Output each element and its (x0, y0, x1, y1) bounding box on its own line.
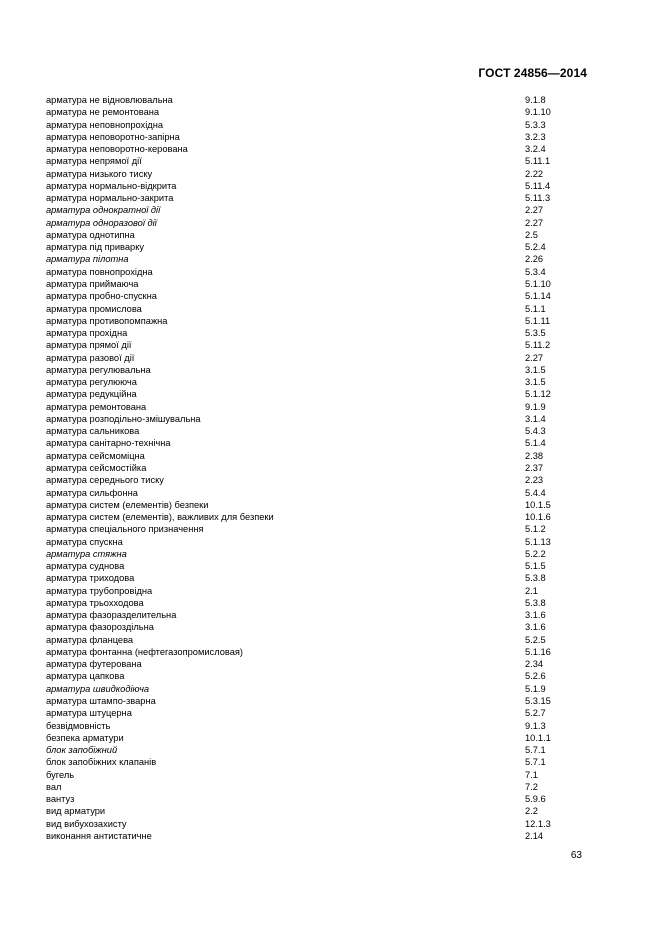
index-entry (46, 793, 586, 805)
index-entry (46, 548, 586, 560)
index-entry (46, 204, 586, 216)
index-entry (46, 388, 586, 400)
index-entry (46, 756, 586, 768)
entry-term: вантуз (46, 794, 75, 805)
index-entry (46, 720, 586, 732)
index-entry (46, 119, 586, 131)
entry-ref: 5.1.13 (525, 536, 551, 547)
entry-term: блок запобіжний (46, 745, 118, 756)
entry-ref: 5.3.15 (525, 696, 551, 707)
index-entry (46, 303, 586, 315)
entry-term: арматура трубопровідна (46, 585, 153, 596)
entry-term: арматура регулююча (46, 377, 137, 388)
entry-term: вал (46, 781, 62, 792)
index-entry (46, 94, 586, 106)
index-entry (46, 352, 586, 364)
index-entry (46, 217, 586, 229)
entry-term: арматура фазороздільна (46, 622, 154, 633)
entry-term: арматура триходова (46, 573, 135, 584)
entry-term: арматура фонтанна (нефтегазопромисловая) (46, 646, 244, 657)
index-entry (46, 585, 586, 597)
entry-ref: 9.1.9 (525, 401, 546, 412)
entry-term: арматура не ремонтована (46, 107, 160, 118)
index-entry (46, 658, 586, 670)
entry-term: арматура штампо-зварна (46, 696, 156, 707)
entry-term: арматура однократної дії (46, 205, 161, 216)
entry-ref: 5.2.6 (525, 671, 546, 682)
entry-ref: 10.1.1 (525, 732, 551, 743)
entry-ref: 5.1.4 (525, 438, 546, 449)
entry-ref: 5.2.7 (525, 708, 546, 719)
index-list (46, 94, 586, 842)
entry-ref: 5.1.10 (525, 278, 551, 289)
entry-term: арматура повнопрохідна (46, 266, 153, 277)
entry-ref: 2.23 (525, 475, 544, 486)
entry-term: арматура сейсмоміцна (46, 450, 145, 461)
entry-ref: 2.37 (525, 462, 544, 473)
entry-term: арматура швидкодіюча (46, 683, 150, 694)
index-entry (46, 597, 586, 609)
entry-term: арматура суднова (46, 561, 125, 572)
entry-ref: 2.27 (525, 217, 544, 228)
index-entry (46, 450, 586, 462)
index-entry (46, 376, 586, 388)
entry-ref: 10.1.5 (525, 499, 551, 510)
index-entry (46, 572, 586, 584)
entry-ref: 2.26 (525, 254, 544, 265)
index-entry (46, 180, 586, 192)
entry-term: арматура пробно-спускна (46, 291, 157, 302)
entry-term: блок запобіжних клапанів (46, 757, 157, 768)
entry-ref: 2.38 (525, 450, 544, 461)
index-entry (46, 241, 586, 253)
index-entry (46, 634, 586, 646)
entry-ref: 5.4.3 (525, 426, 546, 437)
entry-ref: 5.4.4 (525, 487, 546, 498)
index-entry (46, 646, 586, 658)
entry-ref: 3.1.5 (525, 377, 546, 388)
entry-ref: 5.1.2 (525, 524, 546, 535)
index-entry (46, 192, 586, 204)
entry-ref: 2.14 (525, 830, 544, 841)
entry-term: арматура нормально-закрита (46, 193, 174, 204)
entry-ref: 5.1.5 (525, 561, 546, 572)
entry-term: арматура під приварку (46, 242, 145, 253)
index-entry (46, 327, 586, 339)
index-entry (46, 437, 586, 449)
entry-term: арматура неповоротно-керована (46, 144, 188, 155)
entry-term: арматура сейсмостійка (46, 462, 147, 473)
entry-term: арматура ремонтована (46, 401, 147, 412)
entry-ref: 5.11.3 (525, 193, 551, 204)
index-entry (46, 732, 586, 744)
entry-ref: 5.1.1 (525, 303, 546, 314)
index-entry (46, 805, 586, 817)
index-entry (46, 487, 586, 499)
entry-term: арматура спускна (46, 536, 123, 547)
index-entry (46, 830, 586, 842)
entry-term: безпека арматури (46, 732, 124, 743)
entry-ref: 7.2 (525, 781, 538, 792)
entry-term: арматура низького тиску (46, 168, 153, 179)
entry-term: арматура прямої дії (46, 340, 132, 351)
index-entry (46, 683, 586, 695)
entry-term: арматура санітарно-технічна (46, 438, 171, 449)
entry-ref: 5.2.2 (525, 548, 546, 559)
entry-term: арматура футерована (46, 659, 142, 670)
entry-ref: 5.2.4 (525, 242, 546, 253)
index-entry (46, 168, 586, 180)
entry-ref: 5.7.1 (525, 745, 546, 756)
index-entry (46, 401, 586, 413)
entry-term: безвідмовність (46, 720, 111, 731)
index-entry (46, 290, 586, 302)
entry-term: арматура стяжна (46, 548, 127, 559)
entry-ref: 10.1.6 (525, 512, 551, 523)
entry-term: арматура непрямої дії (46, 156, 142, 167)
entry-term: арматура штуцерна (46, 708, 132, 719)
entry-ref: 5.3.8 (525, 573, 546, 584)
entry-term: арматура нормально-відкрита (46, 180, 177, 191)
entry-ref: 9.1.10 (525, 107, 551, 118)
entry-ref: 9.1.8 (525, 95, 546, 105)
entry-term: арматура приймаюча (46, 278, 139, 289)
entry-ref: 5.9.6 (525, 794, 546, 805)
index-entry (46, 536, 586, 548)
entry-ref: 2.22 (525, 168, 544, 179)
entry-ref: 5.11.1 (525, 156, 551, 167)
entry-ref: 3.2.4 (525, 144, 546, 155)
entry-term: арматура противопомпажна (46, 315, 168, 326)
index-entry (46, 560, 586, 572)
index-entry (46, 511, 586, 523)
index-entry (46, 609, 586, 621)
entry-term: бугель (46, 769, 75, 780)
index-entry (46, 707, 586, 719)
entry-ref: 3.1.6 (525, 610, 546, 621)
entry-term: виконання антистатичне (46, 830, 152, 841)
entry-ref: 5.1.11 (525, 315, 551, 326)
entry-ref: 5.3.5 (525, 328, 546, 339)
entry-term: арматура одноразової дії (46, 217, 157, 228)
entry-term: арматура прохідна (46, 328, 128, 339)
index-entry (46, 499, 586, 511)
entry-term: арматура неповоротно-запірна (46, 131, 180, 142)
index-entry (46, 744, 586, 756)
index-entry (46, 523, 586, 535)
entry-term: арматура однотипна (46, 229, 135, 240)
index-entry (46, 315, 586, 327)
entry-term: арматура середнього тиску (46, 475, 164, 486)
entry-term: арматура спеціального призначення (46, 524, 204, 535)
entry-ref: 2.2 (525, 806, 538, 817)
entry-ref: 2.34 (525, 659, 544, 670)
entry-term: арматура цапкова (46, 671, 125, 682)
index-entry (46, 278, 586, 290)
entry-term: вид арматури (46, 806, 106, 817)
entry-ref: 9.1.3 (525, 720, 546, 731)
entry-term: арматура не відновлювальна (46, 95, 173, 105)
entry-ref: 5.1.12 (525, 389, 551, 400)
index-entry (46, 155, 586, 167)
entry-term: арматура фланцева (46, 634, 134, 645)
entry-term: арматура редукційна (46, 389, 137, 400)
entry-ref: 3.1.6 (525, 622, 546, 633)
entry-ref: 5.11.2 (525, 340, 551, 351)
index-entry (46, 474, 586, 486)
index-entry (46, 413, 586, 425)
entry-ref: 2.5 (525, 229, 538, 240)
entry-ref: 3.2.3 (525, 131, 546, 142)
index-entry (46, 818, 586, 830)
entry-ref: 5.3.4 (525, 266, 546, 277)
entry-ref: 7.1 (525, 769, 538, 780)
entry-ref: 5.3.3 (525, 119, 546, 130)
entry-ref: 5.1.16 (525, 646, 551, 657)
entry-term: арматура неповнопрохідна (46, 119, 163, 130)
entry-ref: 2.1 (525, 585, 538, 596)
entry-term: арматура сильфонна (46, 487, 138, 498)
entry-ref: 2.27 (525, 352, 544, 363)
entry-term: арматура пілотна (46, 254, 129, 265)
entry-term: арматура фазоразделительна (46, 610, 177, 621)
entry-term: арматура розподільно-змішувальна (46, 413, 201, 424)
entry-ref: 5.3.8 (525, 597, 546, 608)
entry-ref: 2.27 (525, 205, 544, 216)
entry-term: арматура сальникова (46, 426, 140, 437)
index-entry (46, 131, 586, 143)
index-entry (46, 143, 586, 155)
standard-header: ГОСТ 24856—2014 (478, 66, 587, 80)
entry-term: арматура регулювальна (46, 364, 151, 375)
entry-ref: 5.7.1 (525, 757, 546, 768)
page-number: 63 (570, 850, 582, 861)
index-entry (46, 253, 586, 265)
index-entry (46, 106, 586, 118)
entry-term: вид вибухозахисту (46, 818, 127, 829)
entry-term: арматура промислова (46, 303, 142, 314)
index-entry (46, 670, 586, 682)
entry-ref: 12.1.3 (525, 818, 551, 829)
entry-term: арматура систем (елементів), важливих для безпеки (46, 512, 274, 523)
index-entry (46, 339, 586, 351)
entry-ref: 5.1.14 (525, 291, 551, 302)
entry-term: арматура разової дії (46, 352, 135, 363)
index-entry (46, 364, 586, 376)
index-entry (46, 695, 586, 707)
entry-term: арматура систем (елементів) безпеки (46, 499, 209, 510)
entry-ref: 5.1.9 (525, 683, 546, 694)
index-entry (46, 266, 586, 278)
index-entry (46, 462, 586, 474)
entry-ref: 5.11.4 (525, 180, 551, 191)
index-entry (46, 769, 586, 781)
index-entry (46, 229, 586, 241)
entry-ref: 3.1.4 (525, 413, 546, 424)
entry-ref: 3.1.5 (525, 364, 546, 375)
entry-term: арматура трьохходова (46, 597, 144, 608)
index-entry (46, 425, 586, 437)
index-entry (46, 781, 586, 793)
entry-ref: 5.2.5 (525, 634, 546, 645)
index-entry (46, 621, 586, 633)
